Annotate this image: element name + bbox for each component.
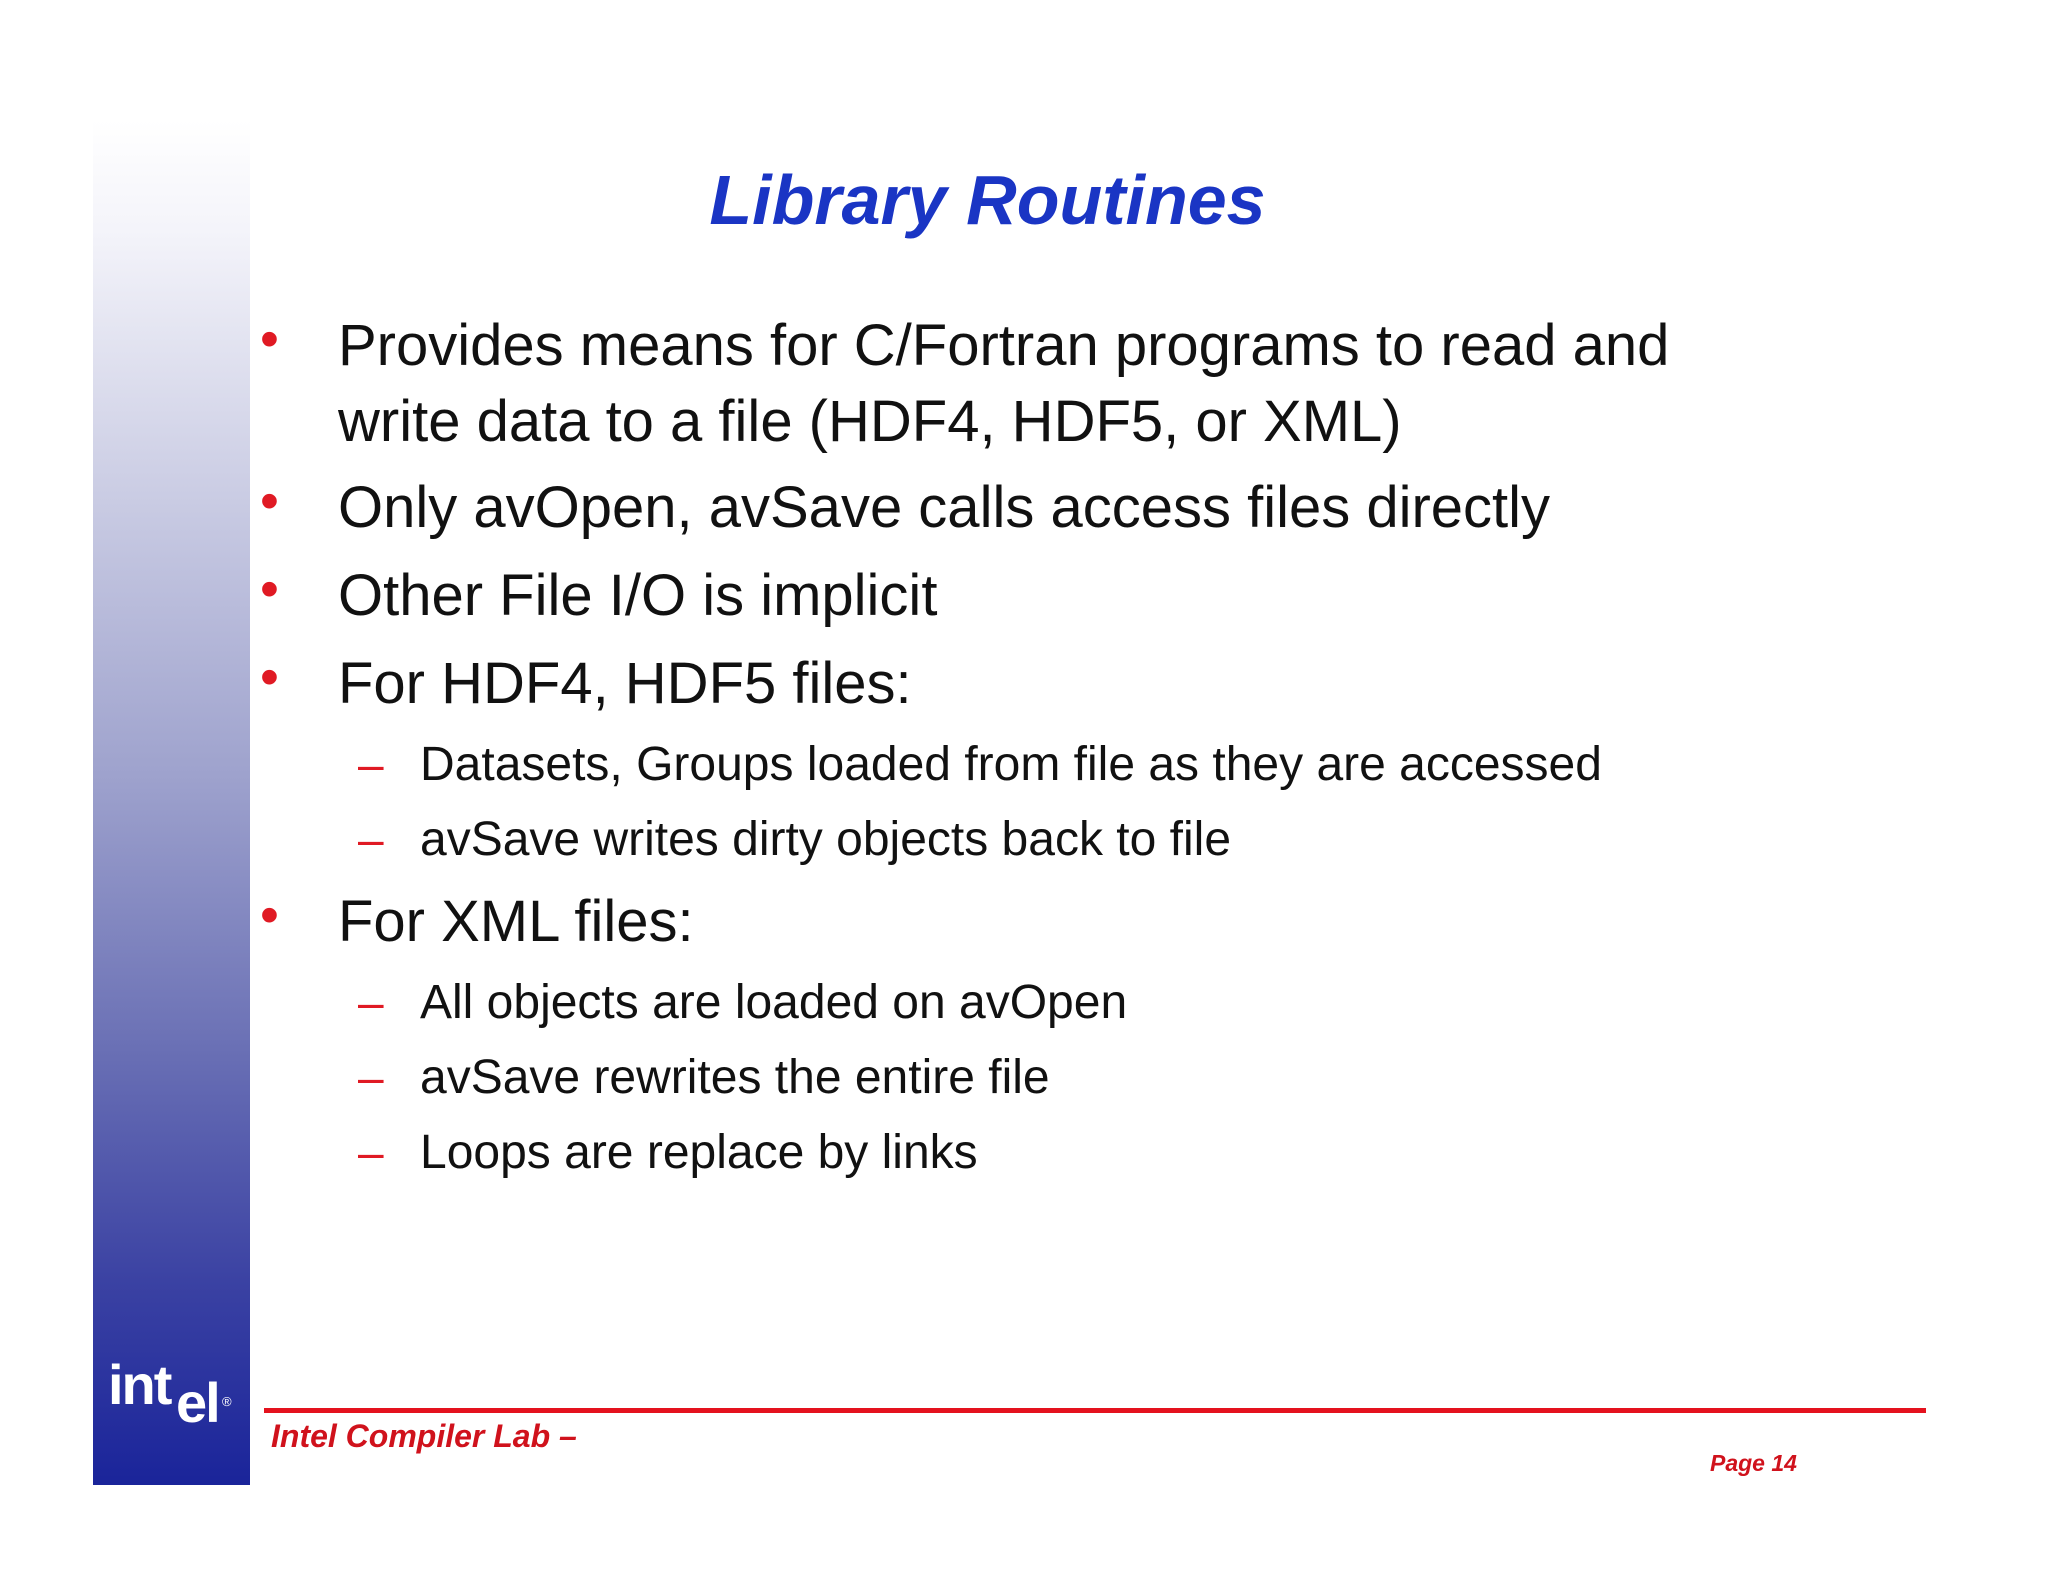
page-number: Page 14 — [1710, 1450, 1797, 1476]
sub-mark: – — [358, 738, 384, 790]
side-gradient-bar — [93, 120, 250, 1485]
bullet-1-line1: Provides means for C/Fortran programs to read and — [338, 313, 1670, 378]
bullet-3-text: Other File I/O is implicit — [338, 563, 938, 628]
bullet-1-line2: write data to a file (HDF4, HDF5, or XML) — [338, 389, 1402, 454]
bullet-mark: • — [260, 559, 279, 619]
intel-logo — [108, 1352, 238, 1434]
bullet-5-text: For XML files: — [338, 889, 694, 954]
sub-bullet-text: avSave rewrites the entire file — [420, 1051, 1050, 1104]
slide-title: Library Routines — [709, 161, 1266, 239]
logo-part1: int — [108, 1353, 171, 1416]
sub-mark: – — [358, 1051, 384, 1103]
bullet-mark: • — [260, 647, 279, 707]
bullet-2-text: Only avOpen, avSave calls access files directly — [338, 475, 1551, 540]
bullet-mark: • — [260, 309, 279, 369]
bullet-4-text: For HDF4, HDF5 files: — [338, 651, 912, 716]
logo-registered-mark: ® — [222, 1394, 232, 1409]
sub-bullet-text: Datasets, Groups loaded from file as they are accessed — [420, 738, 1602, 791]
sub-mark: – — [358, 813, 384, 865]
sub-bullet-text: avSave writes dirty objects back to file — [420, 813, 1232, 866]
sub-mark: – — [358, 976, 384, 1028]
logo-part2: el — [176, 1371, 219, 1434]
sub-bullet-text: Loops are replace by links — [420, 1126, 978, 1179]
bullet-mark: • — [260, 885, 279, 945]
sub-mark: – — [358, 1126, 384, 1178]
bullet-mark: • — [260, 471, 279, 531]
footer-divider — [264, 1408, 1926, 1413]
footer-lab-name: Intel Compiler Lab – — [271, 1418, 577, 1454]
sub-bullet-text: All objects are loaded on avOpen — [420, 976, 1128, 1029]
